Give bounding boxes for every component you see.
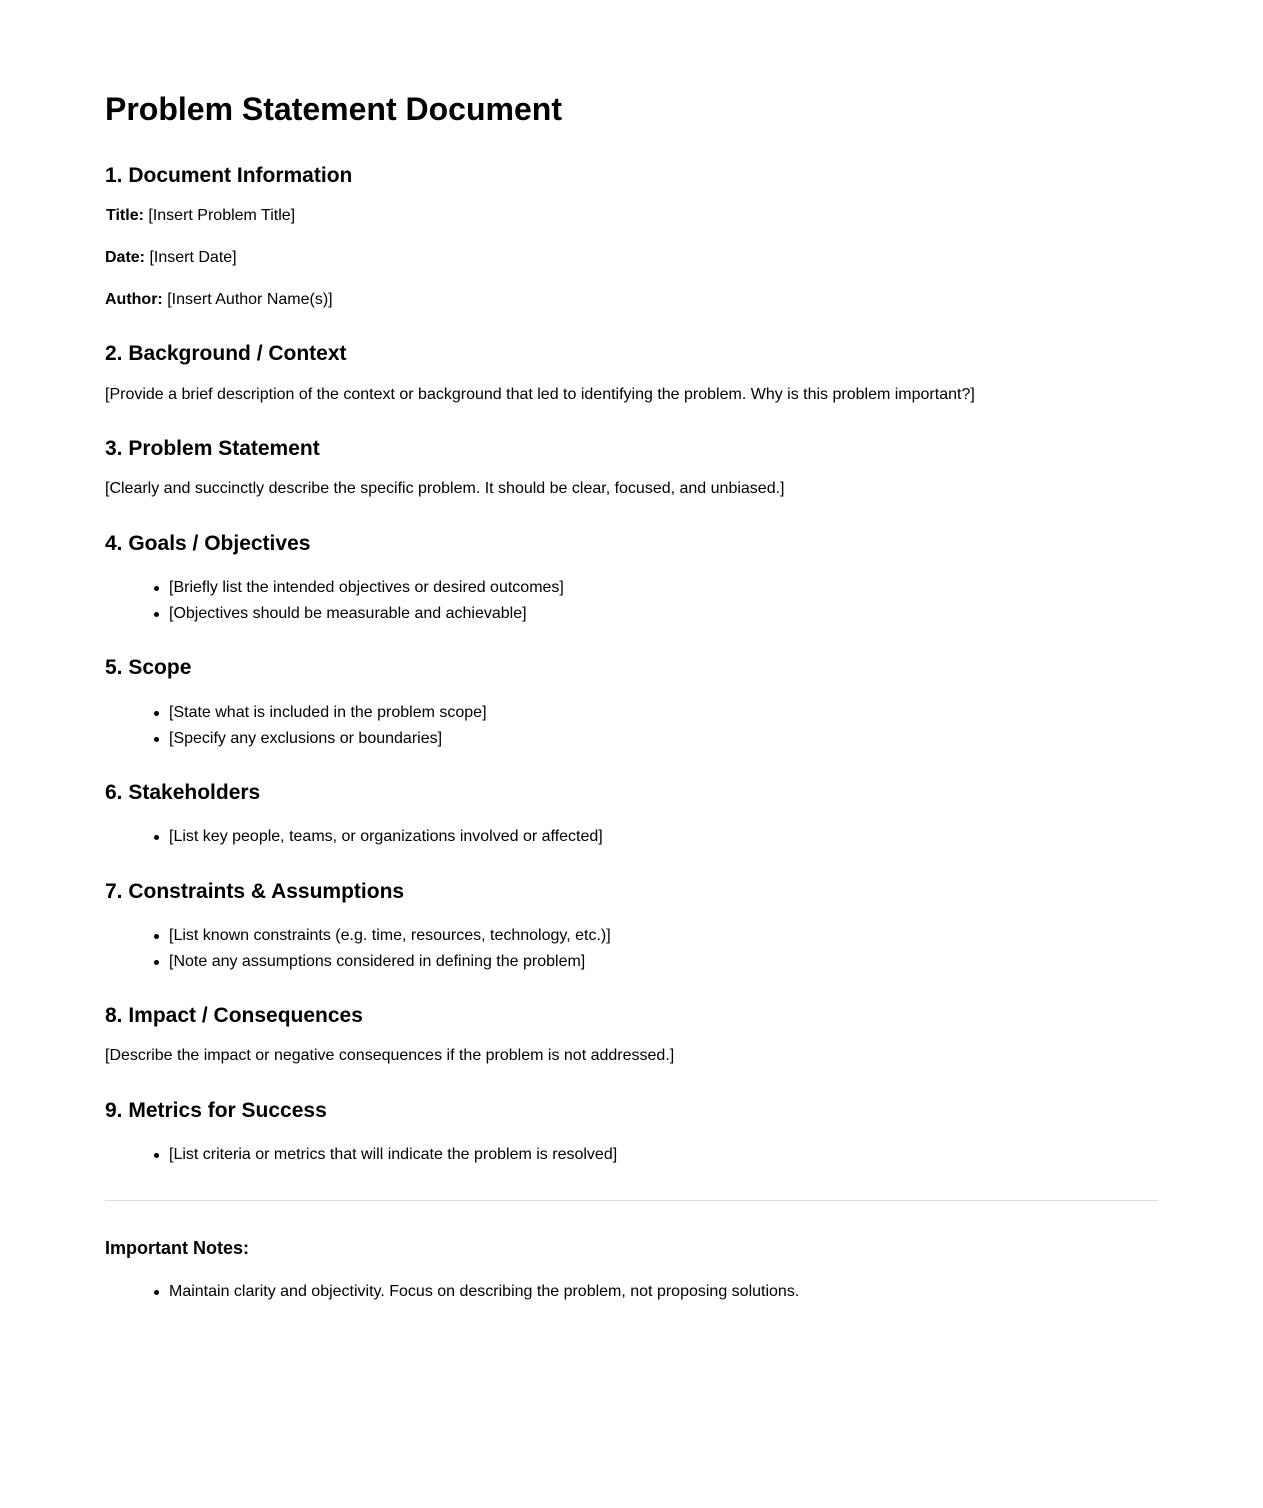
notes-list — [105, 1282, 799, 1300]
list-item: [Briefly list the intended objectives or desired outcomes] — [105, 578, 564, 598]
list-item: [List criteria or metrics that will indicate the problem is resolved] — [105, 1145, 617, 1165]
list-item: [Specify any exclusions or boundaries] — [105, 729, 487, 749]
heading-metrics: 9. Metrics for Success — [105, 1099, 327, 1122]
field-date-label: Date: — [105, 249, 146, 266]
heading-problem-statement: 3. Problem Statement — [105, 437, 320, 460]
stakeholders-list — [105, 827, 603, 853]
heading-stakeholders: 6. Stakeholders — [105, 781, 261, 804]
field-title — [106, 206, 295, 226]
document-page — [105, 0, 1158, 1300]
field-title-label: Title: — [106, 207, 144, 224]
heading-document-information: 1. Document Information — [105, 164, 353, 187]
field-author-value: [Insert Author Name(s)] — [167, 291, 333, 308]
heading-background: 2. Background / Context — [105, 342, 347, 365]
metrics-list — [105, 1145, 617, 1171]
heading-goals: 4. Goals / Objectives — [105, 532, 311, 555]
heading-important-notes: Important Notes: — [105, 1238, 249, 1258]
scope-list — [105, 703, 487, 754]
heading-scope: 5. Scope — [105, 656, 192, 679]
heading-constraints: 7. Constraints & Assumptions — [105, 880, 405, 903]
section-divider — [105, 1200, 1158, 1201]
list-item: [List known constraints (e.g. time, resources, technology, etc.)] — [105, 926, 611, 946]
list-item: [List key people, teams, or organizations involved or affected] — [105, 827, 603, 847]
impact-text: [Describe the impact or negative consequences if the problem is not addressed.] — [105, 1047, 675, 1064]
list-item: [Note any assumptions considered in defining the problem] — [105, 952, 611, 972]
list-item: Maintain clarity and objectivity. Focus on describing the problem, not proposing solutions. — [105, 1282, 799, 1300]
field-date-value: [Insert Date] — [149, 249, 237, 266]
goals-list — [105, 578, 564, 629]
heading-impact: 8. Impact / Consequences — [105, 1004, 363, 1027]
field-date — [105, 248, 237, 268]
background-text: [Provide a brief description of the context or background that led to identifying the problem. Why is this problem important?] — [105, 386, 975, 403]
list-item: [State what is included in the problem scope] — [105, 703, 487, 723]
list-item: [Objectives should be measurable and achievable] — [105, 604, 564, 624]
problem-text: [Clearly and succinctly describe the specific problem. It should be clear, focused, and unbiased.] — [105, 480, 785, 497]
field-author — [105, 290, 333, 310]
constraints-list — [105, 926, 611, 977]
field-author-label: Author: — [105, 291, 163, 308]
field-title-value: [Insert Problem Title] — [148, 207, 296, 224]
document-title: Problem Statement Document — [105, 91, 562, 127]
